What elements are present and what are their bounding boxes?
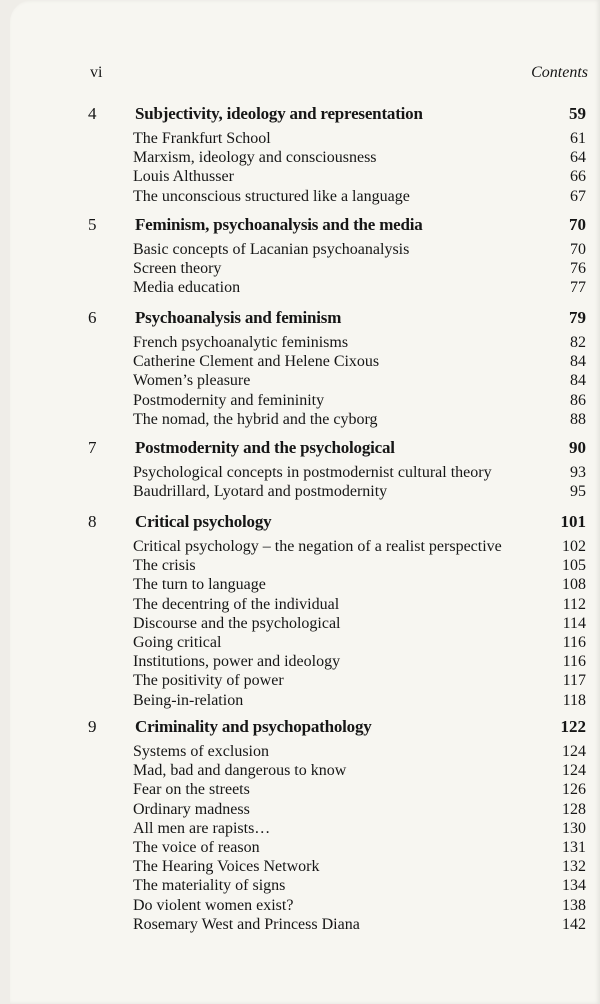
- page-folio: vi: [90, 64, 103, 81]
- section-entry: [0, 742, 600, 761]
- section-entry: [0, 278, 600, 297]
- section-entry: [0, 614, 600, 633]
- section-title: Fear on the streets: [133, 781, 250, 799]
- chapter-number: 5: [88, 215, 97, 234]
- section-page: 117: [562, 672, 586, 690]
- section-entry: [0, 595, 600, 614]
- chapter-page: 59: [569, 104, 586, 123]
- section-title: Louis Althusser: [133, 168, 234, 186]
- section-entry: [0, 187, 600, 206]
- section-title: Critical psychology – the negation of a realist perspective: [133, 538, 502, 555]
- section-entry: [0, 819, 600, 838]
- section-title: Baudrillard, Lyotard and postmodernity: [133, 483, 388, 501]
- running-head: Contents: [531, 64, 588, 81]
- section-page: 128: [562, 800, 586, 818]
- section-page: 118: [562, 691, 586, 709]
- section-page: 84: [570, 353, 586, 371]
- section-title: Discourse and the psychological: [133, 614, 341, 632]
- chapter-number: 4: [88, 104, 97, 123]
- chapter-title: Feminism, psychoanalysis and the media: [135, 215, 423, 234]
- chapter-number: 9: [88, 717, 97, 736]
- section-page: 61: [570, 130, 586, 147]
- section-entry: [0, 129, 600, 148]
- section-page: 82: [570, 334, 586, 351]
- chapter-title: Psychoanalysis and feminism: [135, 308, 342, 327]
- section-entry: [0, 167, 600, 186]
- section-page: 124: [562, 762, 586, 780]
- section-title: Psychological concepts in postmodernist cultural theory: [133, 464, 492, 481]
- section-page: 130: [562, 819, 586, 837]
- section-title: The Frankfurt School: [133, 130, 271, 147]
- section-title: Basic concepts of Lacanian psychoanalysis: [133, 241, 410, 258]
- chapter-number: 6: [88, 308, 97, 327]
- section-entry: [0, 410, 600, 429]
- section-page: 134: [562, 877, 586, 895]
- section-page: 124: [562, 743, 586, 760]
- chapter-title: Criminality and psychopathology: [135, 717, 372, 736]
- section-list: [0, 742, 600, 934]
- section-title: The materiality of signs: [133, 877, 286, 895]
- section-entry: [0, 240, 600, 259]
- section-entry: [0, 259, 600, 278]
- section-title: Being-in-relation: [133, 691, 244, 709]
- section-entry: [0, 761, 600, 780]
- section-page: 116: [562, 653, 586, 671]
- section-title: French psychoanalytic feminisms: [133, 334, 349, 351]
- section-list: [0, 537, 600, 710]
- section-entry: [0, 652, 600, 671]
- chapter-title: Subjectivity, ideology and representation: [135, 104, 423, 123]
- section-title: Marxism, ideology and consciousness: [133, 149, 377, 167]
- section-title: Screen theory: [133, 260, 222, 278]
- section-page: 95: [570, 483, 586, 501]
- section-page: 142: [562, 915, 586, 933]
- section-entry: [0, 463, 600, 482]
- section-title: The unconscious structured like a language: [133, 187, 410, 205]
- section-title: Rosemary West and Princess Diana: [133, 915, 360, 933]
- section-page: 126: [562, 781, 586, 799]
- section-page: 76: [570, 260, 586, 278]
- section-entry: [0, 575, 600, 594]
- section-entry: [0, 876, 600, 895]
- section-page: 88: [570, 410, 586, 428]
- section-title: Ordinary madness: [133, 800, 250, 818]
- section-entry: [0, 857, 600, 876]
- section-list: [0, 333, 600, 429]
- section-page: 66: [570, 168, 586, 186]
- section-page: 102: [562, 538, 586, 555]
- section-entry: [0, 915, 600, 934]
- chapter-number: 7: [88, 438, 97, 457]
- section-entry: [0, 352, 600, 371]
- section-title: Women’s pleasure: [133, 372, 251, 390]
- section-page: 112: [562, 595, 586, 613]
- section-title: Institutions, power and ideology: [133, 653, 341, 671]
- section-page: 93: [570, 464, 586, 481]
- section-page: 70: [570, 241, 586, 258]
- section-page: 138: [562, 896, 586, 914]
- section-title: The crisis: [133, 557, 196, 575]
- chapter-title: Postmodernity and the psychological: [135, 438, 395, 457]
- chapter-number: 8: [88, 512, 97, 531]
- section-title: Do violent women exist?: [133, 896, 294, 914]
- section-entry: [0, 482, 600, 501]
- section-entry: [0, 391, 600, 410]
- section-entry: [0, 556, 600, 575]
- section-list: [0, 129, 600, 206]
- section-entry: [0, 780, 600, 799]
- section-page: 77: [570, 279, 586, 297]
- section-entry: [0, 371, 600, 390]
- section-title: Going critical: [133, 633, 222, 651]
- chapter-title: Critical psychology: [135, 512, 272, 531]
- chapter-page: 101: [560, 512, 586, 531]
- section-list: [0, 463, 600, 501]
- section-page: 64: [570, 149, 586, 167]
- section-page: 116: [562, 633, 586, 651]
- section-title: The decentring of the individual: [133, 595, 340, 613]
- section-entry: [0, 800, 600, 819]
- section-entry: [0, 671, 600, 690]
- chapter-page: 79: [569, 308, 586, 327]
- section-title: The positivity of power: [133, 672, 284, 690]
- section-title: Mad, bad and dangerous to know: [133, 762, 347, 780]
- section-page: 84: [570, 372, 586, 390]
- section-page: 114: [562, 614, 586, 632]
- chapter-page: 122: [560, 717, 586, 736]
- section-entry: [0, 633, 600, 652]
- chapter-page: 70: [569, 215, 586, 234]
- section-title: The Hearing Voices Network: [133, 858, 320, 876]
- section-title: Systems of exclusion: [133, 743, 269, 760]
- section-entry: [0, 148, 600, 167]
- chapter-page: 90: [569, 438, 586, 457]
- section-page: 105: [562, 557, 586, 575]
- section-title: The turn to language: [133, 576, 266, 594]
- section-page: 86: [570, 391, 586, 409]
- section-list: [0, 240, 600, 298]
- section-title: Postmodernity and femininity: [133, 391, 325, 409]
- section-entry: [0, 838, 600, 857]
- section-entry: [0, 691, 600, 710]
- section-entry: [0, 896, 600, 915]
- section-title: Catherine Clement and Helene Cixous: [133, 353, 380, 371]
- section-title: The voice of reason: [133, 838, 260, 856]
- section-page: 131: [562, 838, 586, 856]
- section-title: Media education: [133, 279, 241, 297]
- section-page: 108: [562, 576, 586, 594]
- section-page: 67: [570, 187, 586, 205]
- section-title: All men are rapists…: [133, 819, 271, 837]
- section-entry: [0, 537, 600, 556]
- section-page: 132: [562, 858, 586, 876]
- section-entry: [0, 333, 600, 352]
- section-title: The nomad, the hybrid and the cyborg: [133, 410, 378, 428]
